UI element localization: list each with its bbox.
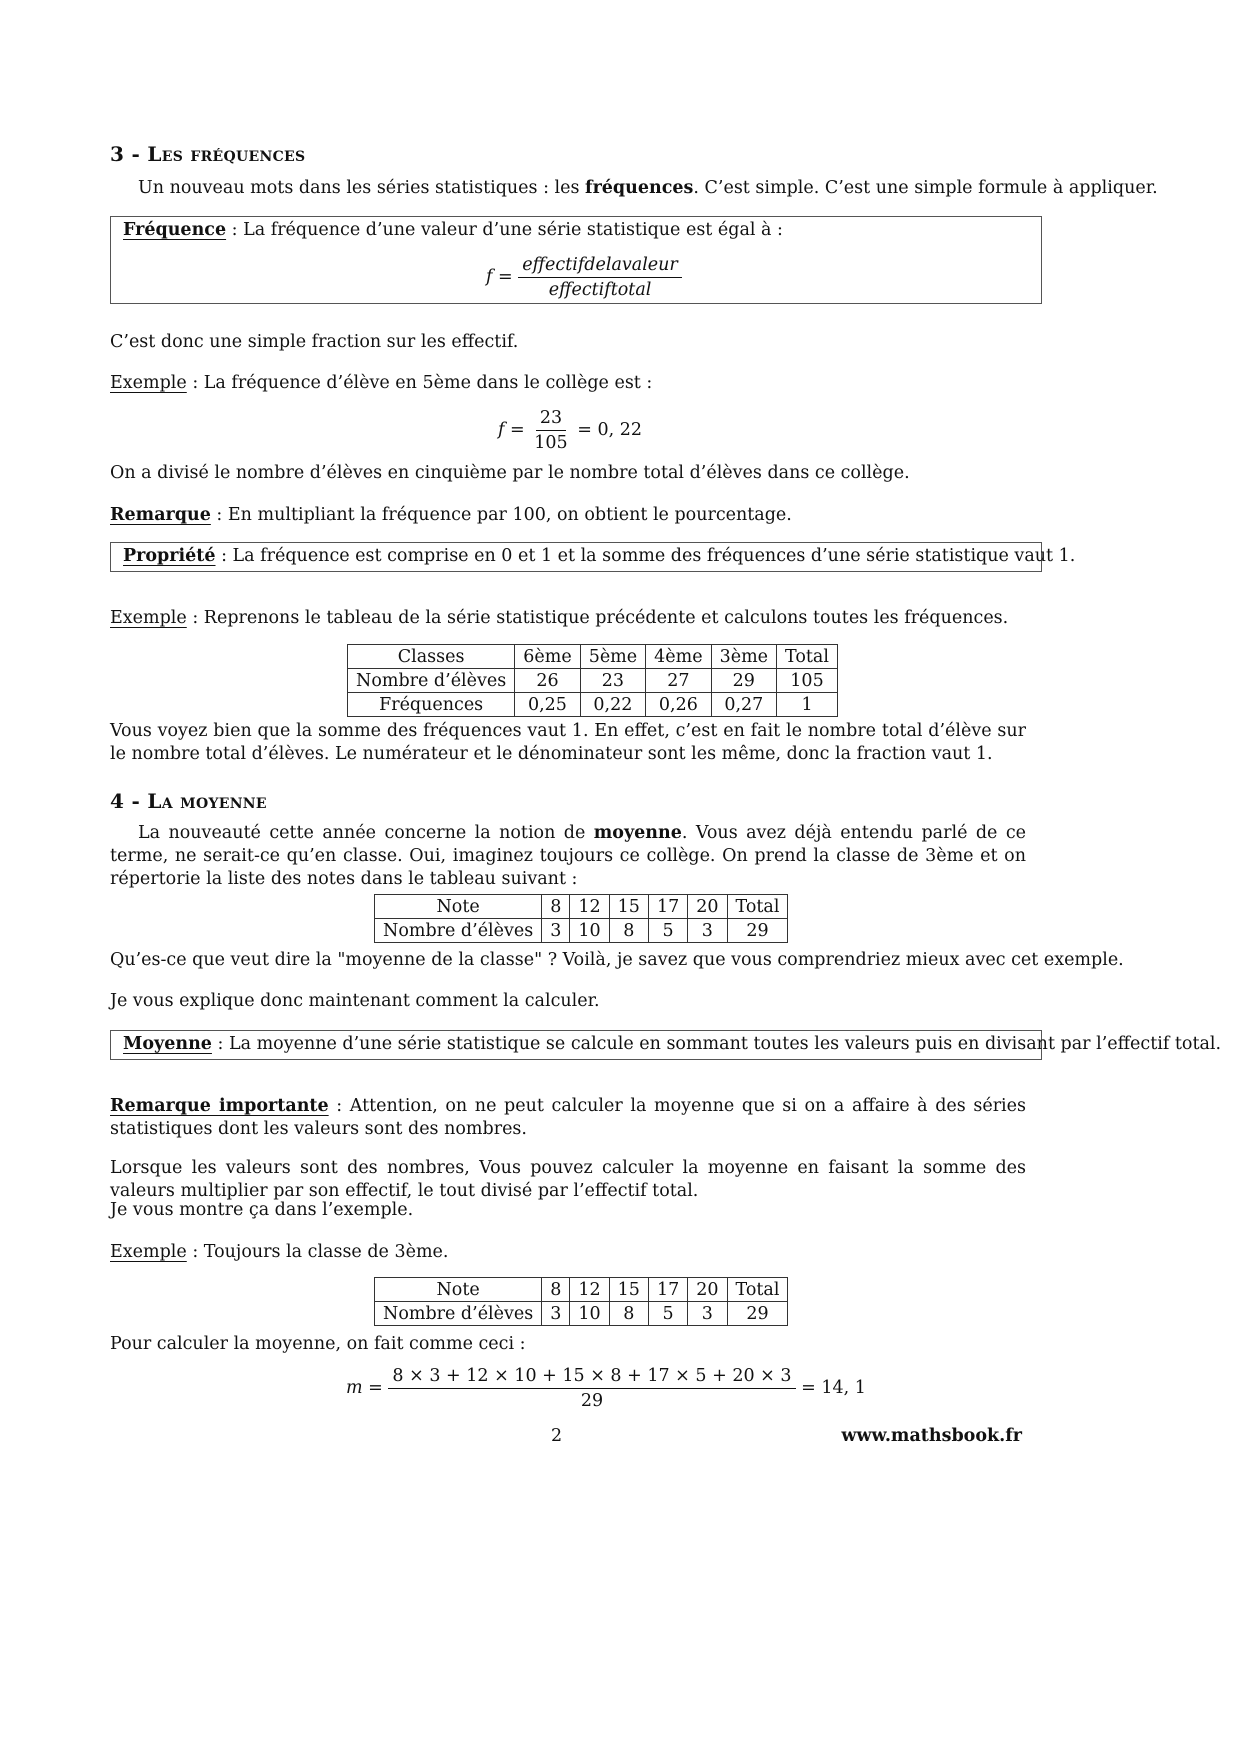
table-cell: 1 xyxy=(777,693,838,717)
table-row xyxy=(375,895,788,919)
table-cell: 26 xyxy=(515,669,580,693)
example-1 xyxy=(110,372,652,395)
example-1-text: : La fréquence d’élève en 5ème dans le collège est : xyxy=(186,373,653,393)
remarque-importante xyxy=(110,1095,1026,1141)
definition-moyenne-box xyxy=(110,1030,1222,1060)
intro-text: La nouveauté cette année concerne la notion de xyxy=(138,823,594,843)
moyenne-def-label: Moyenne xyxy=(123,1034,212,1054)
section-3-title: Les fréquences xyxy=(147,142,306,166)
table-cell: 17 xyxy=(648,1278,687,1302)
ex1-rhs: = 0, 22 xyxy=(577,420,643,440)
definition-label: Fréquence xyxy=(123,220,227,240)
moyenne-fraction xyxy=(388,1366,795,1411)
formula-lhs: f = xyxy=(486,267,513,287)
intro-text: Un nouveau mots dans les séries statistiques : les xyxy=(138,178,586,198)
moyenne-denominator: 29 xyxy=(580,1391,604,1411)
frequencies-conclusion: Vous voyez bien que la somme des fréquences vaut 1. En effet, c’est en fait le nombre total d’élève sur le nombre total d’élèves. Le numérateur et le dénominateur sont les même, donc la fraction vaut 1. xyxy=(110,721,1026,764)
table-row xyxy=(375,919,788,943)
table-cell: Fréquences xyxy=(348,693,515,717)
formula-fraction xyxy=(518,255,682,300)
table-cell: 8 xyxy=(609,1302,648,1326)
table-cell: 20 xyxy=(688,895,727,919)
remarque-importante-text: : Attention, on ne peut calculer la moyenne que si on a affaire à des séries statistiques dont les valeurs sont des nombres. xyxy=(110,1096,1026,1139)
notes-table xyxy=(374,894,788,943)
table-cell: 3 xyxy=(688,919,727,943)
table-cell: Total xyxy=(777,645,838,669)
table-cell: Classes xyxy=(348,645,515,669)
moyenne-lhs: m = xyxy=(346,1378,383,1398)
frequencies-table xyxy=(347,644,838,717)
table-cell: 15 xyxy=(609,1278,648,1302)
table-cell: 12 xyxy=(570,895,609,919)
example-3 xyxy=(110,1241,448,1264)
intro-text-after: . C’est simple. C’est une simple formule à appliquer. xyxy=(693,178,1158,198)
after-definition: C’est donc une simple fraction sur les effectif. xyxy=(110,332,519,352)
table-cell: 23 xyxy=(580,669,645,693)
section-4-intro xyxy=(110,822,1026,891)
table-cell: 6ème xyxy=(515,645,580,669)
table-cell: 29 xyxy=(727,1302,788,1326)
section-4-title: La moyenne xyxy=(147,789,267,813)
moyenne-formula xyxy=(346,1366,866,1411)
table-row xyxy=(348,645,838,669)
table-cell: Nombre d’élèves xyxy=(375,919,542,943)
section-4-number: 4 - xyxy=(110,789,141,813)
section-3-intro xyxy=(138,177,1158,200)
table-cell: 0,26 xyxy=(646,693,711,717)
moyenne-question: Qu’es-ce que veut dire la "moyenne de la classe" ? Voilà, je savez que vous comprendriez mieux avec cet exemple. xyxy=(110,950,1124,970)
site-url: www.mathsbook.fr xyxy=(841,1426,1022,1446)
propriete-label: Propriété xyxy=(123,546,216,566)
table-cell: 27 xyxy=(646,669,711,693)
example-3-text: : Toujours la classe de 3ème. xyxy=(186,1242,449,1262)
table-cell: 0,25 xyxy=(515,693,580,717)
formula-denominator: effectiftotal xyxy=(548,280,652,300)
definition-text: : La fréquence d’une valeur d’une série statistique est égal à : xyxy=(226,220,783,240)
intro-text-after: . Vous avez déjà entendu parlé de ce terme, ne serait-ce qu’en classe. Oui, imaginez toujours ce collège. On prend la classe de 3ème et on répertorie la liste des notes dans le tableau suivant : xyxy=(110,823,1026,889)
table-cell: 0,22 xyxy=(580,693,645,717)
table-row xyxy=(348,693,838,717)
table-cell: 3ème xyxy=(711,645,776,669)
example-2 xyxy=(110,607,1008,630)
page-number: 2 xyxy=(551,1426,563,1446)
example-1-explain: On a divisé le nombre d’élèves en cinquième par le nombre total d’élèves dans ce collège. xyxy=(110,463,910,483)
table-cell: 3 xyxy=(688,1302,727,1326)
frequence-formula xyxy=(486,255,682,300)
definition-frequence-box xyxy=(110,216,1042,304)
example-2-text: : Reprenons le tableau de la série statistique précédente et calculons toutes les fréquences. xyxy=(186,608,1009,628)
formula-numerator: effectifdelavaleur xyxy=(518,255,682,278)
intro-bold: moyenne xyxy=(593,823,682,843)
table-cell: 8 xyxy=(609,919,648,943)
table-cell: Nombre d’élèves xyxy=(375,1302,542,1326)
intro-bold: fréquences xyxy=(585,178,694,198)
ex1-lhs: f = xyxy=(498,420,525,440)
example-2-label: Exemple xyxy=(110,608,187,628)
propriete-box xyxy=(110,542,1076,572)
table-cell: 29 xyxy=(711,669,776,693)
section-4-heading xyxy=(110,789,267,813)
table-cell: 105 xyxy=(777,669,838,693)
table-cell: Nombre d’élèves xyxy=(348,669,515,693)
definition-line xyxy=(123,219,783,242)
table-row xyxy=(375,1302,788,1326)
table-cell: 8 xyxy=(542,1278,570,1302)
table-cell: 10 xyxy=(570,1302,609,1326)
section-3-number: 3 - xyxy=(110,142,141,166)
propriete-text: : La fréquence est comprise en 0 et 1 et la somme des fréquences d’une série statistique vaut 1. xyxy=(215,546,1076,566)
propriete-line xyxy=(123,545,1075,568)
example-3-label: Exemple xyxy=(110,1242,187,1262)
table-cell: 5 xyxy=(648,919,687,943)
remarque-text: : En multipliant la fréquence par 100, on obtient le pourcentage. xyxy=(210,505,792,525)
table-cell: 3 xyxy=(542,1302,570,1326)
table-cell: 29 xyxy=(727,919,788,943)
section-3-heading xyxy=(110,142,305,166)
moyenne-def-line xyxy=(123,1033,1221,1056)
moyenne-explain: Je vous explique donc maintenant comment la calculer. xyxy=(110,991,600,1011)
table-cell: 8 xyxy=(542,895,570,919)
moyenne-rhs: = 14, 1 xyxy=(801,1378,866,1398)
ex1-numerator: 23 xyxy=(536,408,566,431)
calc-intro: Pour calculer la moyenne, on fait comme ceci : xyxy=(110,1334,526,1354)
table-cell: 17 xyxy=(648,895,687,919)
example-1-label: Exemple xyxy=(110,373,187,393)
table-cell: 12 xyxy=(570,1278,609,1302)
table-row xyxy=(348,669,838,693)
table-cell: 15 xyxy=(609,895,648,919)
remarque-importante-label: Remarque importante xyxy=(110,1096,329,1116)
ex1-denominator: 105 xyxy=(534,433,568,453)
remarque-label: Remarque xyxy=(110,505,211,525)
table-cell: 0,27 xyxy=(711,693,776,717)
ex1-fraction xyxy=(530,408,571,453)
calc-paragraph: Lorsque les valeurs sont des nombres, Vous pouvez calculer la moyenne en faisant la somme des valeurs multiplier par son effectif, le tout divisé par l’effectif total. xyxy=(110,1158,1026,1201)
table-cell: Note xyxy=(375,1278,542,1302)
calc-paragraph-2: Je vous montre ça dans l’exemple. xyxy=(110,1200,414,1220)
table-cell: 5ème xyxy=(580,645,645,669)
table-cell: 10 xyxy=(570,919,609,943)
table-cell: 20 xyxy=(688,1278,727,1302)
table-cell: Total xyxy=(727,895,788,919)
table-cell: 3 xyxy=(542,919,570,943)
notes-table-2 xyxy=(374,1277,788,1326)
table-cell: Total xyxy=(727,1278,788,1302)
table-row xyxy=(375,1278,788,1302)
moyenne-def-text: : La moyenne d’une série statistique se calcule en sommant toutes les valeurs puis en divisant par l’effectif total. xyxy=(211,1034,1222,1054)
table-cell: Note xyxy=(375,895,542,919)
table-cell: 5 xyxy=(648,1302,687,1326)
table-cell: 4ème xyxy=(646,645,711,669)
moyenne-numerator: 8 × 3 + 12 × 10 + 15 × 8 + 17 × 5 + 20 × 3 xyxy=(388,1366,795,1389)
example-1-formula xyxy=(498,408,642,453)
remarque xyxy=(110,504,792,527)
